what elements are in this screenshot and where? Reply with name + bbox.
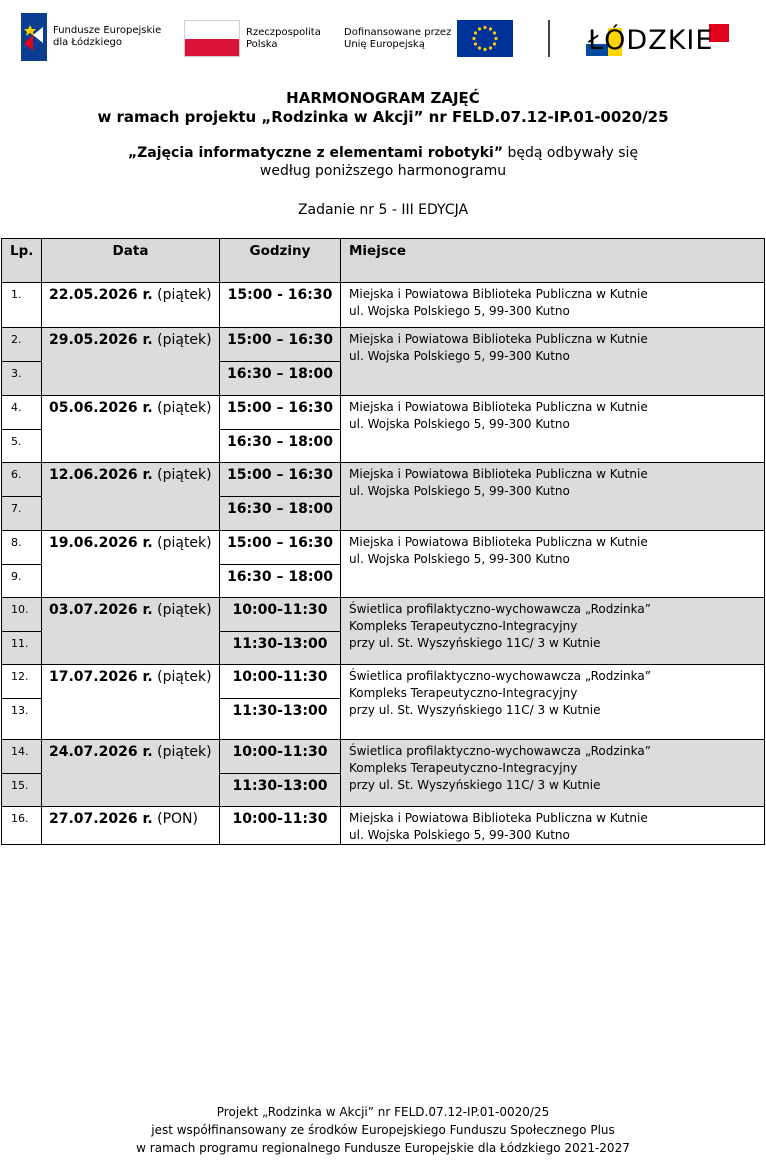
lp-cell: 12.	[2, 665, 42, 699]
table-row	[2, 396, 765, 430]
fundusze-europejskie-icon	[21, 13, 47, 61]
course-name: „Zajęcia informatyczne z elementami robotyki”	[127, 145, 504, 161]
place-cell: Miejska i Powiatowa Biblioteka Publiczna w Kutnie ul. Wojska Polskiego 5, 99-300 Kutno	[341, 531, 765, 598]
time-cell: 11:30-13:00	[220, 774, 341, 807]
time-cell: 16:30 – 18:00	[220, 362, 341, 396]
fundusze-europejskie-logo	[21, 13, 161, 61]
lodzkie-logo	[586, 22, 731, 58]
time-cell: 15:00 – 16:30	[220, 463, 341, 497]
project-title: w ramach projektu „Rodzinka w Akcji” nr FELD.07.12-IP.01-0020/25	[97, 108, 669, 126]
date-value: 19.06.2026 r.	[49, 535, 153, 551]
time-cell: 15:00 – 16:30	[220, 531, 341, 565]
lp-cell: 13.	[2, 699, 42, 740]
date-cell	[42, 807, 220, 845]
day-value: (piątek)	[152, 287, 212, 303]
date-value: 27.07.2026 r.	[49, 811, 153, 827]
place-cell: Miejska i Powiatowa Biblioteka Publiczna w Kutnie ul. Wojska Polskiego 5, 99-300 Kutno	[341, 807, 765, 845]
document-title: HARMONOGRAM ZAJĘĆ	[286, 89, 480, 107]
day-value: (piątek)	[152, 744, 212, 760]
header-godziny: Godziny	[220, 239, 341, 283]
date-value: 29.05.2026 r.	[49, 332, 153, 348]
polish-flag-icon	[184, 20, 240, 57]
lp-cell: 11.	[2, 632, 42, 665]
lp-cell: 7.	[2, 497, 42, 531]
eu-cofinanced-logo	[344, 20, 513, 57]
day-value: (piątek)	[152, 400, 212, 416]
time-cell: 11:30-13:00	[220, 699, 341, 740]
place-cell: Miejska i Powiatowa Biblioteka Publiczna w Kutnie ul. Wojska Polskiego 5, 99-300 Kutno	[341, 283, 765, 328]
rzeczpospolita-logo	[184, 20, 321, 57]
lp-cell: 2.	[2, 328, 42, 362]
lp-cell: 5.	[2, 430, 42, 463]
day-value: (piątek)	[152, 332, 212, 348]
lp-cell: 1.	[2, 283, 42, 328]
lodzkie-text: ŁÓDZKIE	[588, 24, 714, 56]
date-cell	[42, 396, 220, 463]
day-value: (piątek)	[152, 467, 212, 483]
time-cell: 11:30-13:00	[220, 632, 341, 665]
date-value: 22.05.2026 r.	[49, 287, 153, 303]
table-header-row	[2, 239, 765, 283]
day-value: (piątek)	[152, 602, 212, 618]
time-cell: 15:00 – 16:30	[220, 396, 341, 430]
lp-cell: 8.	[2, 531, 42, 565]
date-value: 05.06.2026 r.	[49, 400, 153, 416]
time-cell: 10:00-11:30	[220, 740, 341, 774]
course-subtitle-line2: według poniższego harmonogramu	[259, 163, 507, 179]
date-cell	[42, 283, 220, 328]
table-row	[2, 807, 765, 845]
table-row	[2, 598, 765, 632]
place-cell: Miejska i Powiatowa Biblioteka Publiczna w Kutnie ul. Wojska Polskiego 5, 99-300 Kutno	[341, 463, 765, 531]
lp-cell: 14.	[2, 740, 42, 774]
time-cell: 16:30 – 18:00	[220, 497, 341, 531]
day-value: (PON)	[152, 811, 198, 827]
eu-flag-icon	[457, 20, 513, 57]
date-value: 24.07.2026 r.	[49, 744, 153, 760]
date-cell	[42, 665, 220, 740]
footer-line-3: w ramach programu regionalnego Fundusze Europejskie dla Łódzkiego 2021-2027	[136, 1141, 630, 1155]
place-cell: Świetlica profilaktyczno-wychowawcza „Rodzinka” Kompleks Terapeutyczno-Integracyjny przy ul. St. Wyszyńskiego 11C/ 3 w Kutnie	[341, 740, 765, 807]
lp-cell: 6.	[2, 463, 42, 497]
day-value: (piątek)	[152, 535, 212, 551]
lp-cell: 10.	[2, 598, 42, 632]
place-cell: Miejska i Powiatowa Biblioteka Publiczna w Kutnie ul. Wojska Polskiego 5, 99-300 Kutno	[341, 396, 765, 463]
time-cell: 10:00-11:30	[220, 807, 341, 845]
lp-cell: 3.	[2, 362, 42, 396]
time-cell: 10:00-11:30	[220, 598, 341, 632]
header-miejsce: Miejsce	[341, 239, 765, 283]
logo-bar	[0, 0, 766, 80]
time-cell: 15:00 - 16:30	[220, 283, 341, 328]
rzeczpospolita-text: Rzeczpospolita Polska	[246, 26, 321, 50]
time-cell: 16:30 – 18:00	[220, 565, 341, 598]
lp-cell: 4.	[2, 396, 42, 430]
course-subtitle	[0, 145, 766, 161]
date-value: 17.07.2026 r.	[49, 669, 153, 685]
place-cell: Świetlica profilaktyczno-wychowawcza „Rodzinka” Kompleks Terapeutyczno-Integracyjny przy ul. St. Wyszyńskiego 11C/ 3 w Kutnie	[341, 598, 765, 665]
header-data: Data	[42, 239, 220, 283]
time-cell: 10:00-11:30	[220, 665, 341, 699]
date-cell	[42, 598, 220, 665]
logo-divider	[548, 20, 550, 57]
time-cell: 15:00 – 16:30	[220, 328, 341, 362]
table-row	[2, 740, 765, 774]
date-value: 12.06.2026 r.	[49, 467, 153, 483]
header-lp: Lp.	[2, 239, 42, 283]
course-subtitle-rest: będą odbywały się	[503, 145, 639, 161]
place-cell: Miejska i Powiatowa Biblioteka Publiczna w Kutnie ul. Wojska Polskiego 5, 99-300 Kutno	[341, 328, 765, 396]
lp-cell: 9.	[2, 565, 42, 598]
eu-cofinanced-text: Dofinansowane przez Unię Europejską	[344, 26, 452, 50]
fundusze-europejskie-text: Fundusze Europejskie dla Łódzkiego	[53, 25, 162, 48]
date-cell	[42, 531, 220, 598]
footer-line-1: Projekt „Rodzinka w Akcji” nr FELD.07.12-IP.01-0020/25	[216, 1105, 550, 1119]
day-value: (piątek)	[152, 669, 212, 685]
table-row	[2, 531, 765, 565]
time-cell: 16:30 – 18:00	[220, 430, 341, 463]
table-row	[2, 665, 765, 699]
lp-cell: 15.	[2, 774, 42, 807]
task-label: Zadanie nr 5 - III EDYCJA	[297, 202, 469, 218]
place-cell: Świetlica profilaktyczno-wychowawcza „Rodzinka” Kompleks Terapeutyczno-Integracyjny przy ul. St. Wyszyńskiego 11C/ 3 w Kutnie	[341, 665, 765, 740]
schedule-table	[1, 238, 765, 845]
date-cell	[42, 463, 220, 531]
date-cell	[42, 328, 220, 396]
date-value: 03.07.2026 r.	[49, 602, 153, 618]
table-row	[2, 283, 765, 328]
date-cell	[42, 740, 220, 807]
footer-line-2: jest współfinansowany ze środków Europejskiego Funduszu Społecznego Plus	[151, 1123, 615, 1137]
table-row	[2, 463, 765, 497]
lp-cell: 16.	[2, 807, 42, 845]
table-row	[2, 328, 765, 362]
